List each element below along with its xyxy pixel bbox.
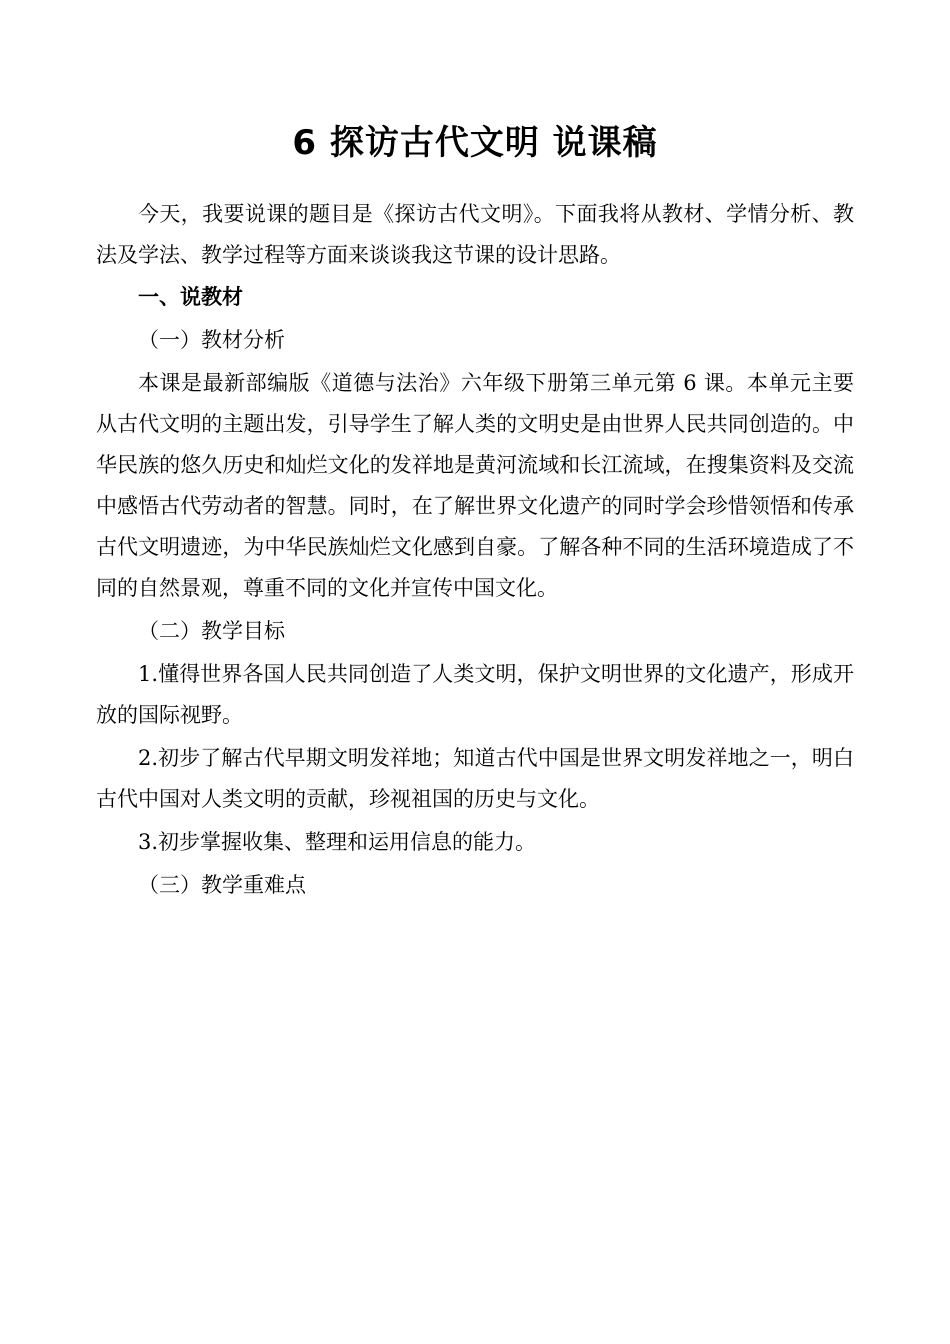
paragraph-教材分析: 本课是最新部编版《道德与法治》六年级下册第三单元第 6 课。本单元主要从古代文明的主题出发，引导学生了解人类的文明史是由世界人民共同创造的。中华民族的悠久历史和灿烂文化的发祥地是黄河流域和长江流域，在搜集资料及交流中感悟古代劳动者的智慧。同时，在了解世界文化遗产的同时学会珍惜领悟和传承古代文明遗迹，为中华民族灿烂文化感到自豪。了解各种不同的生活环境造成了不同的自然景观，尊重不同的文化并宣传中国文化。 (96, 371, 854, 601)
page-title: 6 探访古代文明 说课稿 (292, 123, 658, 163)
objective-item-2: 2.初步了解古代早期文明发祥地；知道古代中国是世界文明发祥地之一，明白古代中国对人类文明的贡献，珍视祖国的历史与文化。 (96, 745, 854, 811)
intro-paragraph: 今天，我要说课的题目是《探访古代文明》。下面我将从教材、学情分析、教法及学法、教学过程等方面来谈谈我这节课的设计思路。 (96, 201, 854, 267)
subsection-heading-教学目标: （二）教学目标 (138, 618, 285, 643)
subsection-heading-教学重难点: （三）教学重难点 (138, 872, 306, 897)
objective-item-3: 3.初步掌握收集、整理和运用信息的能力。 (138, 829, 537, 854)
objective-item-1: 1.懂得世界各国人民共同创造了人类文明，保护文明世界的文化遗产，形成开放的国际视野。 (96, 661, 854, 727)
subsection-heading-教材分析: （一）教材分析 (138, 328, 285, 353)
section-heading-说教材: 一、说教材 (138, 285, 243, 310)
